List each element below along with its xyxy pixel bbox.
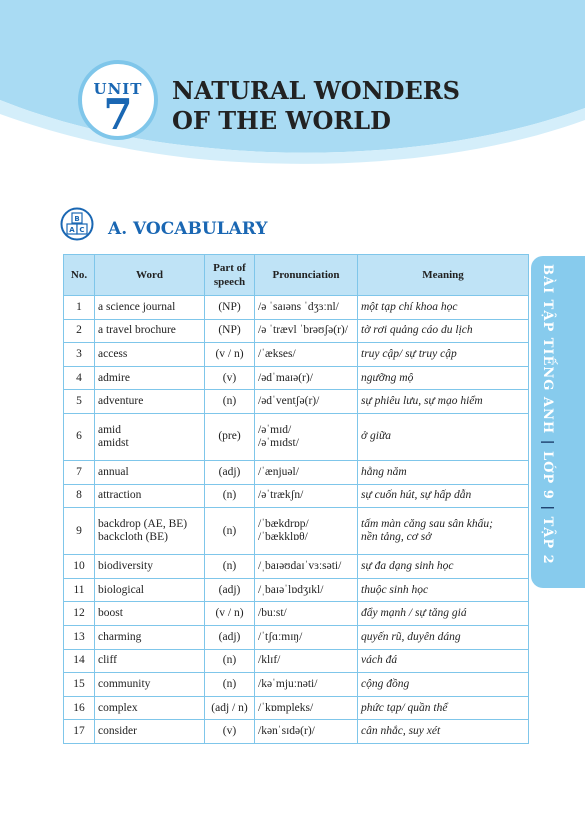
cell-no-text: 3: [76, 347, 82, 360]
cell-no: [64, 343, 95, 367]
cell-word-text: backdrop (AE, BE): [98, 518, 188, 531]
table-row: [64, 696, 529, 720]
cell-part-of-speech: [205, 649, 255, 673]
vocabulary-table: [63, 254, 529, 744]
cell-no: [64, 720, 95, 744]
cell-pronunciation: [255, 484, 358, 508]
sidebar-separator: |: [540, 505, 555, 517]
cell-part-of-speech: [205, 460, 255, 484]
cell-no: [64, 555, 95, 579]
cell-no-text: 13: [73, 630, 85, 643]
cell-word: [95, 555, 205, 579]
cell-no: [64, 413, 95, 460]
cell-no-text: 5: [76, 395, 82, 408]
header-part-of-speech: Part of speech: [205, 255, 255, 296]
cell-word-text: amidst: [98, 436, 129, 449]
cell-part-of-speech-text: (pre): [218, 430, 241, 443]
cell-word: [95, 484, 205, 508]
cell-no-text: 9: [76, 524, 82, 537]
cell-no: [64, 390, 95, 414]
table-row: [64, 555, 529, 579]
cell-word-text: a travel brochure: [98, 324, 176, 337]
cell-meaning-text: tờ rơi quảng cáo du lịch: [361, 324, 473, 337]
cell-word: [95, 390, 205, 414]
cell-word: [95, 649, 205, 673]
cell-word-text: biodiversity: [98, 559, 153, 572]
cell-meaning: [358, 649, 529, 673]
cell-word-text: consider: [98, 725, 137, 738]
cell-no-text: 12: [73, 607, 85, 620]
cell-word: [95, 696, 205, 720]
cell-no: [64, 673, 95, 697]
cell-word: [95, 366, 205, 390]
cell-pronunciation: [255, 673, 358, 697]
cell-part-of-speech: [205, 319, 255, 343]
page-title: [172, 76, 460, 136]
table-header-row: [64, 255, 529, 296]
cell-pronunciation-text: /ˈbækklɒθ/: [258, 531, 308, 544]
sidebar-book-title: BÀI TẬP TIẾNG ANH: [540, 264, 555, 435]
svg-text:B: B: [74, 215, 80, 224]
cell-no-text: 2: [76, 324, 82, 337]
table-row: [64, 625, 529, 649]
cell-pronunciation: [255, 625, 358, 649]
cell-part-of-speech: [205, 484, 255, 508]
cell-part-of-speech-text: (adj): [218, 630, 241, 643]
cell-no-text: 15: [73, 677, 85, 690]
title-line-2: OF THE WORLD: [172, 106, 391, 135]
cell-meaning-text: truy cập/ sự truy cập: [361, 347, 457, 360]
cell-word-text: access: [98, 347, 128, 360]
cell-meaning-text: nền tảng, cơ sở: [361, 531, 432, 544]
cell-part-of-speech-text: (n): [222, 654, 237, 667]
cell-pronunciation-text: /əˈmɪd/: [258, 423, 292, 436]
header-word: Word: [95, 255, 205, 296]
cell-pronunciation-text: /ədˈmaɪə(r)/: [258, 371, 313, 384]
sidebar-label: [540, 264, 555, 565]
cell-no: [64, 696, 95, 720]
cell-word: [95, 296, 205, 320]
cell-pronunciation-text: /klɪf/: [258, 654, 281, 667]
cell-meaning-text: tấm màn căng sau sân khấu;: [361, 518, 493, 531]
cell-meaning-text: ở giữa: [361, 430, 391, 443]
table-row: [64, 460, 529, 484]
cell-part-of-speech-text: (v / n): [215, 607, 244, 620]
cell-pronunciation-text: /ˈbækdrɒp/: [258, 518, 309, 531]
table-row: [64, 720, 529, 744]
cell-pronunciation: [255, 578, 358, 602]
cell-meaning: [358, 413, 529, 460]
cell-word-text: backcloth (BE): [98, 531, 168, 544]
cell-pronunciation: [255, 602, 358, 626]
cell-word: [95, 673, 205, 697]
sidebar-tab: [531, 256, 585, 588]
cell-part-of-speech-text: (adj): [218, 465, 241, 478]
cell-part-of-speech: [205, 720, 255, 744]
cell-part-of-speech-text: (v / n): [215, 347, 244, 360]
cell-meaning: [358, 484, 529, 508]
section-title: A. VOCABULARY: [108, 219, 268, 239]
cell-part-of-speech: [205, 413, 255, 460]
cell-pronunciation: [255, 390, 358, 414]
cell-part-of-speech-text: (n): [222, 395, 237, 408]
cell-pronunciation: [255, 555, 358, 579]
table-row: [64, 413, 529, 460]
cell-pronunciation-text: /əˈtrækʃn/: [258, 489, 304, 502]
cell-word: [95, 720, 205, 744]
cell-pronunciation: [255, 296, 358, 320]
cell-meaning-text: đẩy mạnh / sự tăng giá: [361, 607, 467, 620]
cell-no-text: 6: [76, 430, 82, 443]
cell-pronunciation: [255, 720, 358, 744]
cell-word: [95, 602, 205, 626]
cell-part-of-speech-text: (n): [222, 677, 237, 690]
cell-meaning: [358, 390, 529, 414]
header-meaning: Meaning: [358, 255, 529, 296]
cell-part-of-speech: [205, 390, 255, 414]
table-row: [64, 673, 529, 697]
cell-meaning: [358, 319, 529, 343]
cell-pronunciation-text: /buːst/: [258, 607, 287, 620]
cell-word-text: admire: [98, 371, 130, 384]
cell-part-of-speech-text: (NP): [218, 324, 241, 337]
cell-word-text: a science journal: [98, 300, 176, 313]
cell-meaning-text: một tạp chí khoa học: [361, 300, 458, 313]
cell-meaning-text: cân nhắc, suy xét: [361, 725, 441, 738]
cell-pronunciation: [255, 696, 358, 720]
cell-no: [64, 625, 95, 649]
cell-part-of-speech-text: (n): [222, 524, 237, 537]
cell-no: [64, 508, 95, 555]
cell-meaning-text: quyến rũ, duyên dáng: [361, 630, 461, 643]
cell-meaning-text: ngưỡng mộ: [361, 371, 414, 384]
cell-word: [95, 578, 205, 602]
cell-meaning: [358, 366, 529, 390]
header-pronunciation: Pronunciation: [255, 255, 358, 296]
cell-part-of-speech: [205, 366, 255, 390]
table-body: [64, 296, 529, 744]
title-line-1: NATURAL WONDERS: [172, 76, 461, 105]
cell-part-of-speech: [205, 602, 255, 626]
cell-part-of-speech-text: (n): [222, 489, 237, 502]
cell-word: [95, 460, 205, 484]
svg-text:A: A: [69, 226, 75, 235]
cell-word-text: boost: [98, 607, 123, 620]
sidebar-separator: |: [540, 439, 555, 451]
cell-pronunciation: [255, 508, 358, 555]
cell-word: [95, 508, 205, 555]
cell-word: [95, 413, 205, 460]
cell-no: [64, 602, 95, 626]
cell-part-of-speech-text: (v): [222, 371, 237, 384]
sidebar-grade: LỚP 9: [540, 450, 555, 500]
cell-pronunciation-text: /ˈkɒmpleks/: [258, 701, 314, 714]
cell-meaning-text: thuộc sinh học: [361, 583, 429, 596]
cell-pronunciation: [255, 343, 358, 367]
cell-part-of-speech: [205, 696, 255, 720]
cell-pronunciation-text: /ˈækses/: [258, 347, 296, 360]
cell-pronunciation-text: /ˈænjuəl/: [258, 465, 299, 478]
cell-meaning-text: hằng năm: [361, 465, 407, 478]
cell-meaning: [358, 696, 529, 720]
cell-meaning: [358, 296, 529, 320]
cell-no: [64, 460, 95, 484]
table-row: [64, 602, 529, 626]
cell-no-text: 8: [76, 489, 82, 502]
cell-pronunciation-text: /ə ˈtrævl ˈbrəʊʃə(r)/: [258, 324, 348, 337]
cell-no-text: 14: [73, 654, 85, 667]
cell-meaning-text: cộng đồng: [361, 677, 410, 690]
cell-no-text: 16: [73, 701, 85, 714]
cell-word-text: complex: [98, 701, 138, 714]
unit-badge: [78, 60, 158, 140]
cell-meaning-text: sự cuốn hút, sự hấp dẫn: [361, 489, 472, 502]
cell-word-text: cliff: [98, 654, 117, 667]
cell-no: [64, 484, 95, 508]
cell-pronunciation: [255, 649, 358, 673]
cell-part-of-speech: [205, 673, 255, 697]
cell-pronunciation-text: /əˈmɪdst/: [258, 436, 299, 449]
cell-part-of-speech: [205, 555, 255, 579]
cell-part-of-speech: [205, 508, 255, 555]
cell-pronunciation-text: /kənˈsɪdə(r)/: [258, 725, 315, 738]
cell-part-of-speech: [205, 296, 255, 320]
cell-no-text: 4: [76, 371, 82, 384]
cell-meaning: [358, 343, 529, 367]
cell-meaning: [358, 625, 529, 649]
cell-pronunciation-text: /ˌbaɪəʊdaɪˈvɜːsəti/: [258, 559, 342, 572]
cell-no-text: 11: [73, 583, 85, 596]
cell-part-of-speech-text: (adj / n): [211, 701, 248, 714]
cell-no: [64, 366, 95, 390]
cell-no-text: 1: [76, 300, 82, 313]
header-no: No.: [64, 255, 95, 296]
cell-pronunciation-text: /kəˈmjuːnəti/: [258, 677, 318, 690]
cell-word-text: community: [98, 677, 151, 690]
unit-label: UNIT: [93, 80, 143, 98]
cell-pronunciation-text: /ˌbaɪəˈlɒdʒɪkl/: [258, 583, 324, 596]
cell-word: [95, 343, 205, 367]
table-row: [64, 508, 529, 555]
table-row: [64, 484, 529, 508]
cell-part-of-speech-text: (n): [222, 559, 237, 572]
cell-meaning-text: sự đa dạng sinh học: [361, 559, 454, 572]
table-row: [64, 578, 529, 602]
cell-meaning-text: phức tạp/ quần thể: [361, 701, 448, 714]
cell-no: [64, 296, 95, 320]
table-row: [64, 649, 529, 673]
cell-meaning: [358, 720, 529, 744]
cell-meaning-text: sự phiêu lưu, sự mạo hiểm: [361, 395, 483, 408]
cell-word-text: charming: [98, 630, 142, 643]
table-row: [64, 366, 529, 390]
cell-pronunciation-text: /ə ˈsaɪəns ˈdʒɜːnl/: [258, 300, 339, 313]
cell-meaning: [358, 578, 529, 602]
abc-blocks-icon: [60, 207, 94, 241]
cell-meaning: [358, 602, 529, 626]
cell-pronunciation: [255, 319, 358, 343]
cell-no: [64, 319, 95, 343]
cell-no-text: 10: [73, 559, 85, 572]
cell-meaning: [358, 460, 529, 484]
cell-meaning: [358, 673, 529, 697]
cell-part-of-speech: [205, 625, 255, 649]
cell-part-of-speech-text: (v): [222, 725, 237, 738]
cell-word-text: attraction: [98, 489, 142, 502]
cell-word-text: adventure: [98, 395, 144, 408]
cell-pronunciation: [255, 366, 358, 390]
cell-part-of-speech: [205, 343, 255, 367]
cell-no: [64, 578, 95, 602]
cell-word: [95, 625, 205, 649]
table-row: [64, 390, 529, 414]
cell-no-text: 7: [76, 465, 82, 478]
cell-word-text: biological: [98, 583, 144, 596]
cell-no: [64, 649, 95, 673]
cell-meaning: [358, 555, 529, 579]
cell-pronunciation-text: /ˈtʃɑːmɪŋ/: [258, 630, 303, 643]
table-row: [64, 296, 529, 320]
cell-word-text: amid: [98, 423, 121, 436]
table-row: [64, 343, 529, 367]
cell-part-of-speech-text: (NP): [218, 300, 241, 313]
cell-meaning: [358, 508, 529, 555]
cell-part-of-speech-text: (adj): [218, 583, 241, 596]
cell-pronunciation: [255, 413, 358, 460]
cell-word-text: annual: [98, 465, 129, 478]
table-row: [64, 319, 529, 343]
cell-no-text: 17: [73, 725, 85, 738]
cell-part-of-speech: [205, 578, 255, 602]
cell-pronunciation-text: /ədˈventʃə(r)/: [258, 395, 320, 408]
unit-number: 7: [103, 90, 133, 139]
cell-pronunciation: [255, 460, 358, 484]
cell-word: [95, 319, 205, 343]
cell-meaning-text: vách đá: [361, 654, 398, 667]
svg-text:C: C: [79, 226, 85, 235]
sidebar-volume: TẬP 2: [540, 516, 555, 565]
